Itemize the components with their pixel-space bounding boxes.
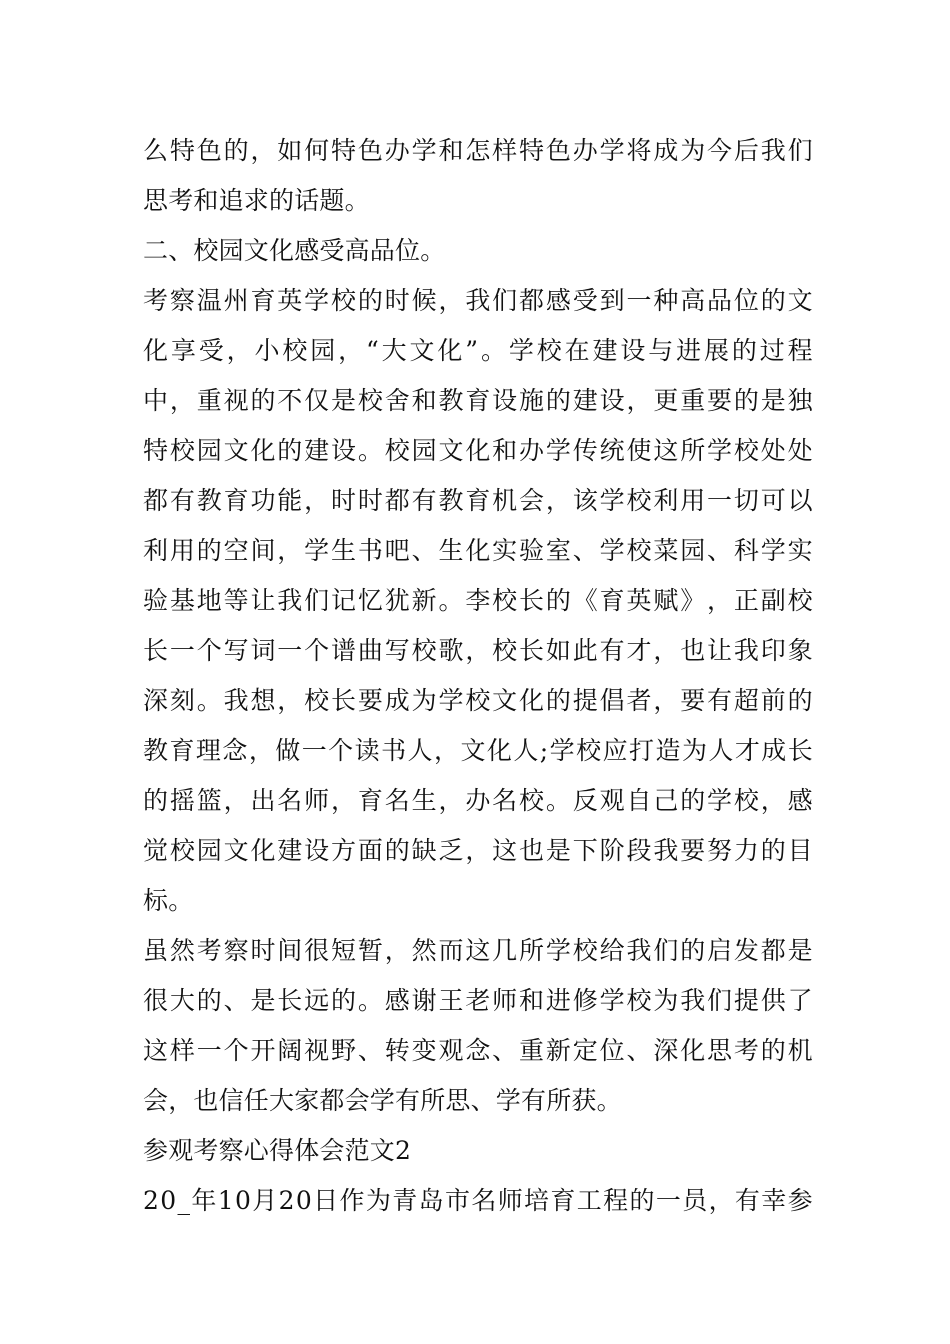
text-line: 特 校 园 文 化 的 建 设 。 校 园 文 化 和 办 学 传 统 使 这 所 学 校 处 处 xyxy=(143,436,813,465)
document-body xyxy=(143,126,813,1226)
text-line: 长 一 个 写 词 一 个 谱 曲 写 校 歌 ， 校 长 如 此 有 才 ， 也 让 我 印 象 xyxy=(143,636,813,665)
text-line: 教 育 理 念 ， 做 一 个 读 书 人 ， 文 化 人 ; 学 校 应 打 造 为 人 才 成 长 xyxy=(143,736,813,765)
text-line: 中 ， 重 视 的 不 仅 是 校 舍 和 教 育 设 施 的 建 设 ， 更 重 要 的 是 独 xyxy=(143,386,813,415)
text-line: 深 刻 。 我 想 ， 校 长 要 成 为 学 校 文 化 的 提 倡 者 ， 要 有 超 前 的 xyxy=(143,686,813,715)
text-line: 么 特 色 的 ， 如 何 特 色 办 学 和 怎 样 特 色 办 学 将 成 为 今 后 我 们 xyxy=(143,136,813,165)
section-heading: 二、校园文化感受高品位。 xyxy=(143,236,446,265)
text-line: 验 基 地 等 让 我 们 记 忆 犹 新 。 李 校 长 的 《 育 英 赋 》 ， 正 副 校 xyxy=(143,586,813,615)
text-line: 虽 然 考 察 时 间 很 短 暂 ， 然 而 这 几 所 学 校 给 我 们 的 启 发 都 是 xyxy=(143,936,813,965)
text-line: 标。 xyxy=(143,886,194,915)
text-line: 2 0 _ 年 1 0 月 2 0 日 作 为 青 岛 市 名 师 培 育 工 程 的 一 员 ， 有 幸 参 xyxy=(143,1186,813,1215)
text-line: 化 享 受 ， 小 校 园 ， “ 大 文 化 ” 。 学 校 在 建 设 与 进 展 的 过 程 xyxy=(143,336,813,365)
text-line: 思考和追求的话题。 xyxy=(143,186,370,215)
text-line: 这 样 一 个 开 阔 视 野 、 转 变 观 念 、 重 新 定 位 、 深 化 思 考 的 机 xyxy=(143,1036,813,1065)
text-line: 会，也信任大家都会学有所思、学有所获。 xyxy=(143,1086,622,1115)
text-line: 考 察 温 州 育 英 学 校 的 时 候 ， 我 们 都 感 受 到 一 种 高 品 位 的 文 xyxy=(143,286,813,315)
text-line: 都 有 教 育 功 能 ， 时 时 都 有 教 育 机 会 ， 该 学 校 利 用 一 切 可 以 xyxy=(143,486,813,515)
text-line: 很 大 的 、 是 长 远 的 。 感 谢 王 老 师 和 进 修 学 校 为 我 们 提 供 了 xyxy=(143,986,813,1015)
text-line: 觉 校 园 文 化 建 设 方 面 的 缺 乏 ， 这 也 是 下 阶 段 我 要 努 力 的 目 xyxy=(143,836,813,865)
text-line: 的 摇 篮 ， 出 名 师 ， 育 名 生 ， 办 名 校 。 反 观 自 己 的 学 校 ， 感 xyxy=(143,786,813,815)
text-line: 利 用 的 空 间 ， 学 生 书 吧 、 生 化 实 验 室 、 学 校 菜 园 、 科 学 实 xyxy=(143,536,813,565)
section-title: 参观考察心得体会范文2 xyxy=(143,1136,412,1165)
